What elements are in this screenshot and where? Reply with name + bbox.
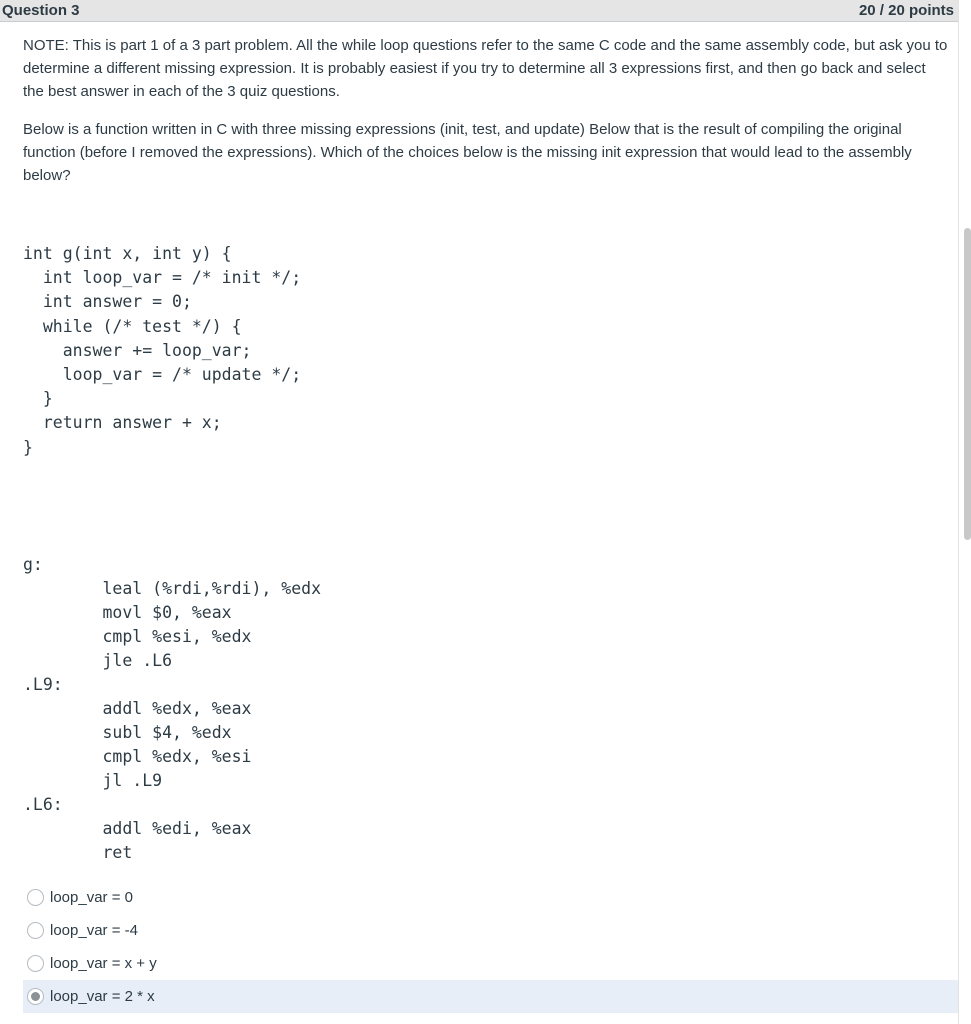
asm-line: cmpl %edx, %esi [23,747,252,766]
asm-line: subl $4, %edx [23,723,232,742]
radio-button[interactable] [27,922,44,939]
code-line: return answer + x; [23,413,222,433]
c-code-block [23,242,301,460]
asm-line: jle .L6 [23,651,173,670]
scroll-track [958,0,959,1024]
answer-label: loop_var = 0 [50,889,133,906]
answer-choices [23,881,958,1013]
asm-line: leal (%rdi,%rdi), %edx [23,579,322,598]
answer-label: loop_var = -4 [50,922,138,939]
code-line: answer += loop_var; [23,340,252,360]
code-line: int loop_var = /* init */; [23,268,302,288]
answer-option-1[interactable] [23,881,958,914]
code-line: while (/* test */) { [23,316,242,336]
radio-button[interactable] [27,955,44,972]
asm-line: .L9: [23,675,63,694]
answer-label: loop_var = 2 * x [50,988,155,1005]
question-header [0,0,958,22]
asm-line: movl $0, %eax [23,603,232,622]
asm-line: addl %edi, %eax [23,819,252,838]
code-line: } [23,437,33,457]
code-line: int g(int x, int y) { [23,244,232,263]
answer-label: loop_var = x + y [50,955,157,972]
note-paragraph: NOTE: This is part 1 of a 3 part problem. All the while loop questions refer to the same C code and the same assembly code, but ask you to determine a different missing expression. It is probably easiest if you try to determine all 3 expressions first, and then go back and select the best answer in each of the 3 quiz questions. [23,37,948,100]
answer-option-4[interactable] [23,980,958,1013]
asm-line: ret [23,843,133,862]
code-line: loop_var = /* update */; [23,364,302,384]
asm-line: addl %edx, %eax [23,699,252,718]
scrollbar-thumb[interactable] [964,228,971,540]
assembly-code-block [23,553,321,865]
code-line: int answer = 0; [23,292,192,312]
answer-option-3[interactable] [23,947,958,980]
code-line: } [23,389,53,409]
asm-line: g: [23,555,43,574]
asm-line: .L6: [23,795,63,814]
question-title: Question 3 [2,2,80,19]
question-prompt: Below is a function written in C with three missing expressions (init, test, and update) Below that is the result of compiling the original function (before I removed the expressions). Which of the choices below is the missing init expression that would lead to the assembly below? [23,121,912,184]
radio-selected-dot [31,992,40,1001]
answer-option-2[interactable] [23,914,958,947]
question-points: 20 / 20 points [858,2,954,19]
radio-button[interactable] [27,889,44,906]
radio-button[interactable] [27,988,44,1005]
asm-line: cmpl %esi, %edx [23,627,252,646]
asm-line: jl .L9 [23,771,163,790]
